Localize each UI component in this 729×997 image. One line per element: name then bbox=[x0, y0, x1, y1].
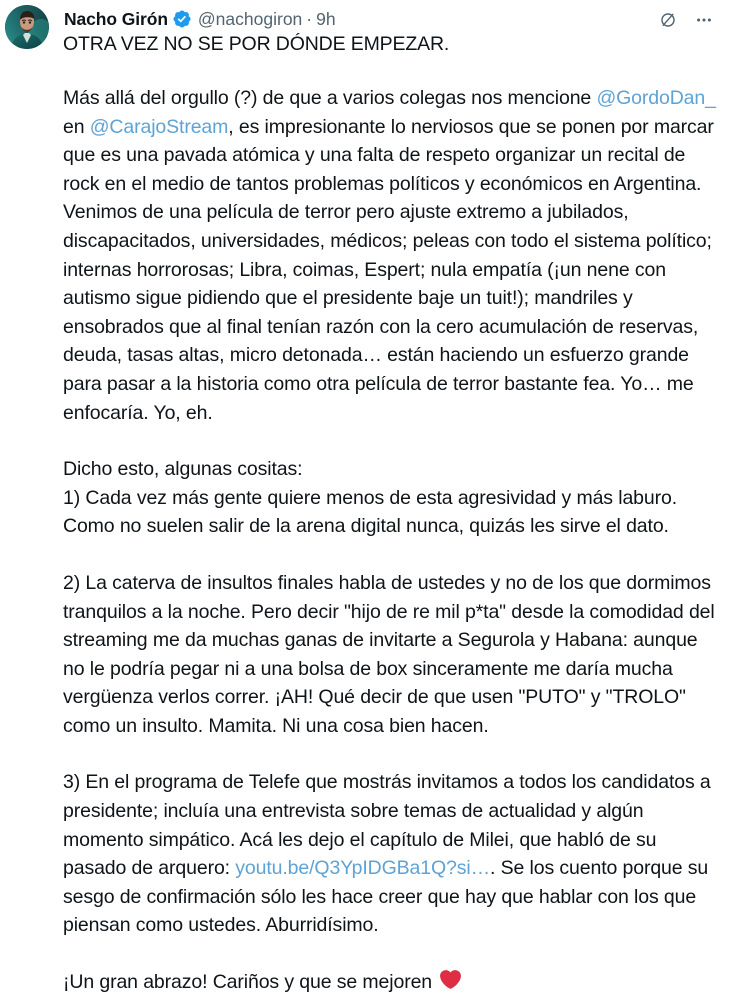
red-heart-emoji-icon bbox=[440, 969, 461, 990]
verified-badge-icon[interactable] bbox=[172, 9, 192, 29]
separator-dot: · bbox=[306, 8, 313, 29]
paragraph-1 bbox=[63, 84, 719, 427]
paragraph-2-line-2: 1) Cada vez más gente quiere menos de esta agresividad y más laburo. Como no suelen salir de la arena digital nunca, quizás les sirve el dato. bbox=[63, 486, 678, 538]
paragraph-1-text-a: Más allá del orgullo (?) de que a varios colegas nos mencione bbox=[63, 87, 597, 109]
paragraph-5 bbox=[63, 968, 719, 997]
display-name[interactable]: Nacho Girón bbox=[64, 8, 168, 29]
mention-carajostream[interactable]: @CarajoStream bbox=[89, 115, 229, 138]
paragraph-2 bbox=[63, 455, 719, 541]
paragraph-1-text-c: , es impresionante lo nerviosos que se ponen por marcar que es una pavada atómica y una falta de respeto organizar un recital de rock en el medio de tantos problemas políticos y económicos en Argentina. Venimos de una película de terror pero ajuste extremo a jubilados, discapacitados, universidades, médicos; peleas con todo el sistema político; internas horrorosas; Libra, coimas, Espert; nula empatía (¡un nene con autismo sigue pidiendo que el presidente baje un tuit!); mandriles y ensobrados que al final tenían razón con la cero acumulación de reservas, deuda, tasas altas, micro detonada… están haciendo un esfuerzo grande para pasar a la historia como otra película de terror bastante fea. Yo… me enfocaría. Yo, eh. bbox=[63, 115, 714, 424]
grok-icon[interactable] bbox=[657, 9, 679, 31]
post-headline: OTRA VEZ NO SE POR DÓNDE EMPEZAR. bbox=[63, 33, 450, 55]
paragraph-3: 2) La caterva de insultos finales habla de ustedes y no de los que dormimos tranquilos a la noche. Pero decir "hijo de re mil p*ta" desde la comodidad del streaming me da muchas ganas de invitarte a Segurola y Habana: aunque no le podría pegar ni a una bolsa de box sinceramente me daría mucha vergüenza verlos correr. ¡AH! Qué decir de que usen "PUTO" y "TROLO" como un insulto. Mamita. Ni una cosa bien hacen. bbox=[63, 571, 715, 737]
more-options-icon[interactable] bbox=[693, 9, 715, 31]
paragraph-4-text-a: 3) En el programa de Telefe que mostrás invitamos a todos los candidatos a presidente; incluía una entrevista sobre temas de actualidad y algún momento simpático. Acá les dejo el capítulo de Milei, que habló de su pasado de arquero: bbox=[63, 771, 711, 880]
identity-line bbox=[49, 5, 721, 32]
paragraph-1-text-b: en bbox=[63, 115, 90, 138]
paragraph-4 bbox=[63, 768, 719, 940]
avatar[interactable] bbox=[5, 5, 49, 49]
paragraph-4-text-b: . Se los cuento porque su sesgo de confirmación sólo les hace creer que hay que hablar con los que piensan como ustedes. Aburridísimo. bbox=[63, 857, 709, 937]
timestamp[interactable]: 9h bbox=[316, 8, 336, 29]
header-actions bbox=[657, 9, 715, 31]
handle[interactable]: @nachogiron bbox=[197, 8, 303, 29]
paragraph-5-text: ¡Un gran abrazo! Cariños y que se mejoren bbox=[63, 971, 438, 994]
paragraph-2-line-1: Dicho esto, algunas cositas: bbox=[63, 458, 303, 481]
youtube-link[interactable]: youtu.be/Q3YpIDGBa1Q?si… bbox=[235, 857, 491, 880]
post-body bbox=[63, 84, 719, 997]
mention-gordodan[interactable]: @GordoDan_ bbox=[596, 87, 716, 109]
